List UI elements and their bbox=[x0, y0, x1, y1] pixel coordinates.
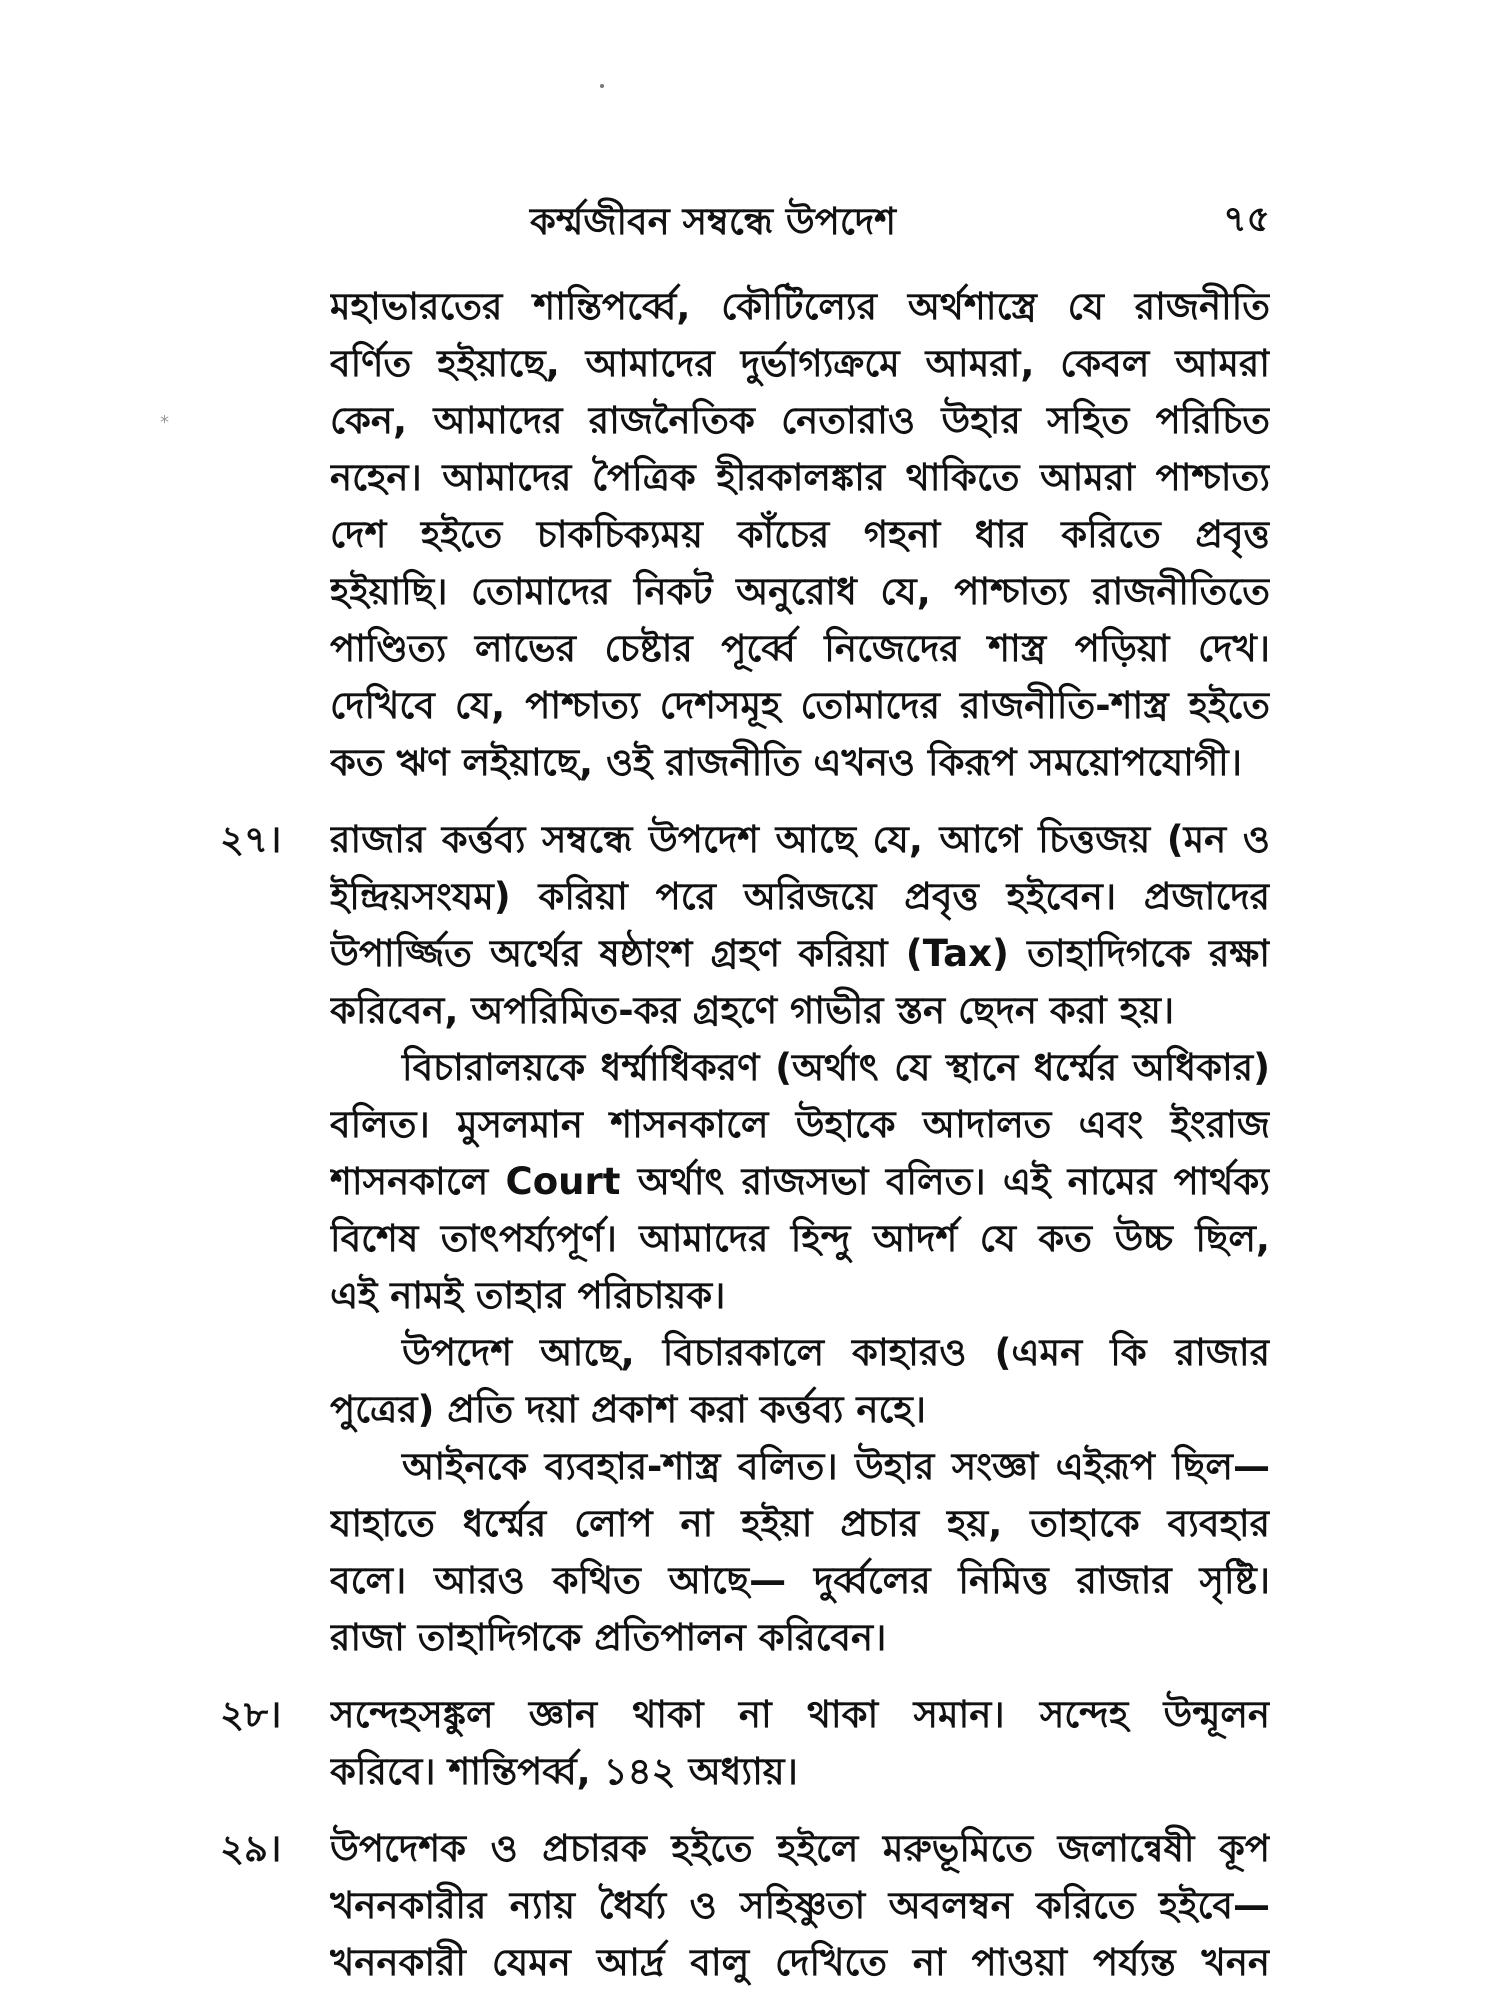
text-line: যাহাতে ধর্ম্মের লোপ না হইয়া প্রচার হয়, তাহাকে ব্যবহার bbox=[330, 1502, 1270, 1545]
numbered-item-28 bbox=[220, 1686, 1270, 1800]
text-line: রাজার কর্ত্তব্য সম্বন্ধে উপদেশ আছে যে, আগে চিত্তজয় (মন ও bbox=[330, 818, 1270, 861]
text-line: আইনকে ব্যবহার-শাস্ত্র বলিত। উহার সংজ্ঞা এইরূপ ছিল— bbox=[402, 1445, 1270, 1488]
paragraph bbox=[330, 1324, 1270, 1438]
paragraph bbox=[330, 811, 1270, 1039]
paragraph bbox=[330, 1438, 1270, 1666]
text-line: হইয়াছি। তোমাদের নিকট অনুরোধ যে, পাশ্চাত্য রাজনীতিতে bbox=[330, 570, 1270, 613]
item-number: ২৯। bbox=[220, 1827, 282, 1870]
numbered-item-29 bbox=[220, 1820, 1270, 1991]
text-line: ইন্দ্রিয়সংযম) করিয়া পরে অরিজয়ে প্রবৃত্ত হইবেন। প্রজাদের bbox=[330, 875, 1270, 918]
text-line: সন্দেহসঙ্কুল জ্ঞান থাকা না থাকা সমান। সন্দেহ উন্মূলন bbox=[330, 1693, 1270, 1736]
text-line: দেশ হইতে চাকচিক্যময় কাঁচের গহনা ধার করিতে প্রবৃত্ত bbox=[330, 513, 1270, 556]
running-title: কর্ম্মজীবন সম্বন্ধে উপদেশ bbox=[530, 200, 897, 243]
text-line: পুত্রের) প্রতি দয়া প্রকাশ করা কর্ত্তব্য নহে। bbox=[330, 1388, 927, 1431]
text-line: কেন, আমাদের রাজনৈতিক নেতারাও উহার সহিত পরিচিত bbox=[330, 399, 1270, 442]
text-line: মহাভারতের শান্তিপর্ব্বে, কৌটিল্যের অর্থশাস্ত্রে যে রাজনীতি bbox=[330, 285, 1270, 328]
text-line: এই নামই তাহার পরিচায়ক। bbox=[330, 1274, 726, 1317]
text-line: দেখিবে যে, পাশ্চাত্য দেশসমূহ তোমাদের রাজনীতি-শাস্ত্র হইতে bbox=[330, 684, 1270, 727]
text-line: বিশেষ তাৎপর্য্যপূর্ণ। আমাদের হিন্দু আদর্শ যে কত উচ্চ ছিল, bbox=[330, 1217, 1270, 1260]
body-text bbox=[220, 278, 1270, 1991]
numbered-item-27 bbox=[220, 811, 1270, 1666]
text-line: খননকারীর ন্যায় ধৈর্য্য ও সহিষ্ণুতা অবলম্বন করিতে হইবে— bbox=[330, 1884, 1270, 1927]
text-line: বর্ণিত হইয়াছে, আমাদের দুর্ভাগ্যক্রমে আমরা, কেবল আমরা bbox=[330, 342, 1270, 385]
item-number: ২৭। bbox=[220, 818, 282, 861]
text-line: শাসনকালে Court অর্থাৎ রাজসভা বলিত। এই নামের পার্থক্য bbox=[330, 1160, 1270, 1203]
scan-speck bbox=[600, 84, 604, 88]
text-line: কত ঋণ লইয়াছে, ওই রাজনীতি এখনও কিরূপ সময়োপযোগী। bbox=[330, 741, 1242, 784]
text-line: পাণ্ডিত্য লাভের চেষ্টার পূর্ব্বে নিজেদের শাস্ত্র পড়িয়া দেখ। bbox=[330, 627, 1270, 670]
item-number: ২৮। bbox=[220, 1693, 282, 1736]
text-line: রাজা তাহাদিগকে প্রতিপালন করিবেন। bbox=[330, 1616, 887, 1659]
paragraph bbox=[330, 1820, 1270, 1991]
text-line: বলে। আরও কথিত আছে— দুর্ব্বলের নিমিত্ত রাজার সৃষ্টি। bbox=[330, 1559, 1270, 1602]
text-line: উপদেশক ও প্রচারক হইতে হইলে মরুভূমিতে জলান্বেষী কূপ bbox=[330, 1827, 1270, 1870]
page-header bbox=[530, 192, 1270, 252]
text-line: উপার্জ্জিত অর্থের ষষ্ঠাংশ গ্রহণ করিয়া (Tax) তাহাদিগকে রক্ষা bbox=[330, 932, 1270, 975]
text-line: করিবে। শান্তিপর্ব্ব, ১৪২ অধ্যায়। bbox=[330, 1750, 798, 1793]
paragraph bbox=[330, 1686, 1270, 1800]
text-line: বিচারালয়কে ধর্ম্মাধিকরণ (অর্থাৎ যে স্থানে ধর্ম্মের অধিকার) bbox=[402, 1046, 1270, 1089]
text-line: করিবেন, অপরিমিত-কর গ্রহণে গাভীর স্তন ছেদন করা হয়। bbox=[330, 989, 1175, 1032]
text-line: খননকারী যেমন আর্দ্র বালু দেখিতে না পাওয়া পর্য্যন্ত খনন bbox=[330, 1941, 1270, 1984]
paragraph bbox=[330, 1039, 1270, 1324]
intro-paragraph bbox=[330, 278, 1270, 791]
text-line: নহেন। আমাদের পৈত্রিক হীরকালঙ্কার থাকিতে আমরা পাশ্চাত্য bbox=[330, 456, 1270, 499]
text-line: উপদেশ আছে, বিচারকালে কাহারও (এমন কি রাজার bbox=[402, 1331, 1270, 1374]
text-line: বলিত। মুসলমান শাসনকালে উহাকে আদালত এবং ইংরাজ bbox=[330, 1103, 1270, 1146]
page-number: ৭৫ bbox=[1223, 199, 1270, 240]
margin-mark: * bbox=[160, 412, 169, 433]
